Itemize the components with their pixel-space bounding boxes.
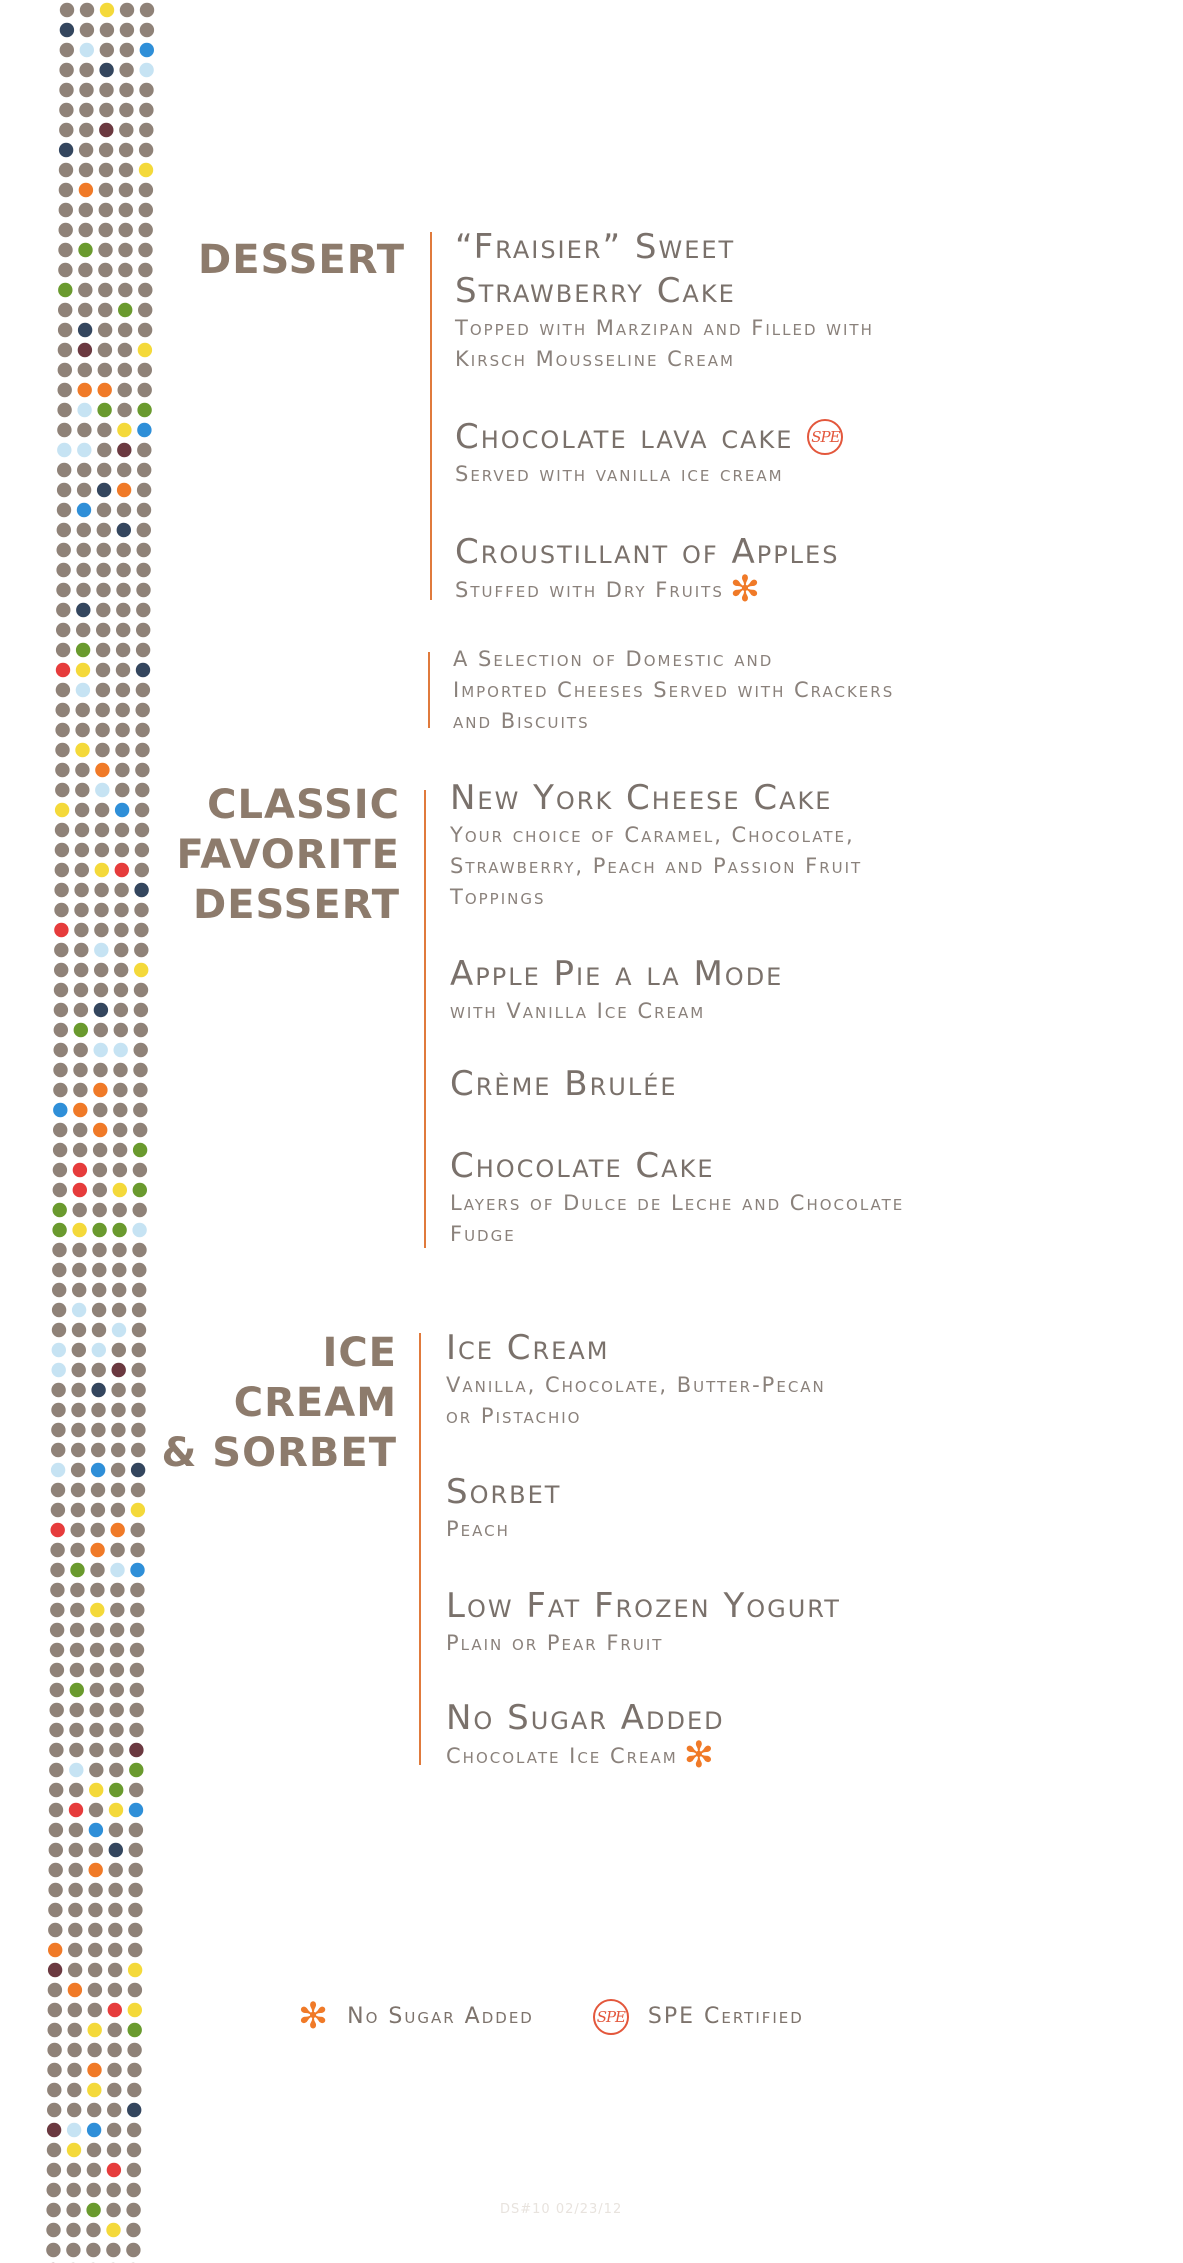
section-title-line: DESSERT [198, 237, 405, 283]
no-sugar-asterisk-icon: ✻ [298, 1996, 331, 2037]
section-divider [424, 790, 426, 1248]
item-description: Layers of Dulce de Leche and Chocolate [450, 1191, 905, 1215]
menu-item-ice-cream [446, 1326, 1046, 1432]
item-description: Kirsch Mousseline Cream [455, 347, 735, 371]
section-divider [419, 1333, 421, 1765]
menu-item-apple-pie [450, 952, 1050, 1027]
item-description: Vanilla, Chocolate, Butter-Pecan [446, 1373, 826, 1397]
item-description: Your choice of Caramel, Chocolate, [450, 823, 855, 847]
menu-item-chocolate-lava-cake [455, 415, 1055, 490]
item-name: Chocolate lava cake [455, 417, 794, 457]
no-sugar-asterisk-icon: ✻ [683, 1735, 716, 1776]
menu-item-chocolate-cake [450, 1144, 1050, 1250]
item-description: Toppings [450, 885, 546, 909]
item-name: Sorbet [446, 1472, 562, 1512]
item-description: Strawberry, Peach and Passion Fruit [450, 854, 863, 878]
section-divider [428, 652, 430, 728]
item-name: Low Fat Frozen Yogurt [446, 1586, 841, 1626]
section-title-line: & SORBET [161, 1430, 397, 1476]
item-name: No Sugar Added [446, 1698, 725, 1738]
section-title-classic-favorite-dessert [0, 780, 400, 940]
item-name: Ice Cream [446, 1328, 610, 1368]
menu-item-croustillant [455, 530, 1055, 610]
decorative-dot-column [0, 0, 170, 2263]
item-description: Stuffed with Dry Fruits [455, 578, 724, 602]
item-name: Apple Pie a la Mode [450, 954, 784, 994]
item-description: Peach [446, 1517, 510, 1541]
section-divider [430, 232, 432, 600]
section-title-ice-cream-sorbet [0, 1328, 397, 1488]
legend-no-sugar-label: No Sugar Added [347, 2004, 534, 2029]
item-description: and Biscuits [453, 709, 590, 733]
menu-item-low-fat-frozen-yogurt [446, 1584, 1046, 1659]
item-name: “Fraisier” Sweet [455, 227, 736, 267]
item-description: A Selection of Domestic and [453, 647, 774, 671]
menu-item-sorbet [446, 1470, 1046, 1545]
item-name: New York Cheese Cake [450, 778, 833, 818]
item-description: Topped with Marzipan and Filled with [455, 316, 874, 340]
section-title-line: ICE [322, 1330, 397, 1376]
spe-certified-icon: SPE [807, 419, 843, 455]
legend [298, 1996, 804, 2037]
no-sugar-asterisk-icon: ✻ [729, 569, 763, 610]
item-description: Chocolate Ice Cream [446, 1744, 678, 1768]
item-description: or Pistachio [446, 1404, 582, 1428]
section-title-line: FAVORITE [176, 832, 400, 878]
item-description: Imported Cheeses Served with Crackers [453, 678, 895, 702]
item-description: Served with vanilla ice cream [455, 462, 784, 486]
section-title-line: DESSERT [193, 882, 400, 928]
footer-code: DS#10 02/23/12 [500, 2202, 623, 2217]
section-title-line: CREAM [233, 1380, 397, 1426]
spe-certified-icon: SPE [593, 1999, 629, 2035]
item-name: Crème Brulée [450, 1064, 678, 1104]
item-name: Croustillant of Apples [455, 532, 840, 572]
legend-spe-label: SPE Certified [647, 2004, 804, 2029]
item-description: Fudge [450, 1222, 516, 1246]
item-description: Plain or Pear Fruit [446, 1631, 664, 1655]
item-name: Chocolate Cake [450, 1146, 715, 1186]
section-title-line: CLASSIC [207, 782, 400, 828]
item-description: with Vanilla Ice Cream [450, 999, 706, 1023]
menu-item-fraisier [455, 225, 1055, 375]
item-name: Strawberry Cake [455, 271, 736, 311]
menu-item-no-sugar-added [446, 1696, 1046, 1776]
menu-item-creme-brulee [450, 1062, 1050, 1106]
menu-item-cheese-selection [453, 644, 1053, 737]
menu-item-ny-cheese-cake [450, 776, 1050, 913]
